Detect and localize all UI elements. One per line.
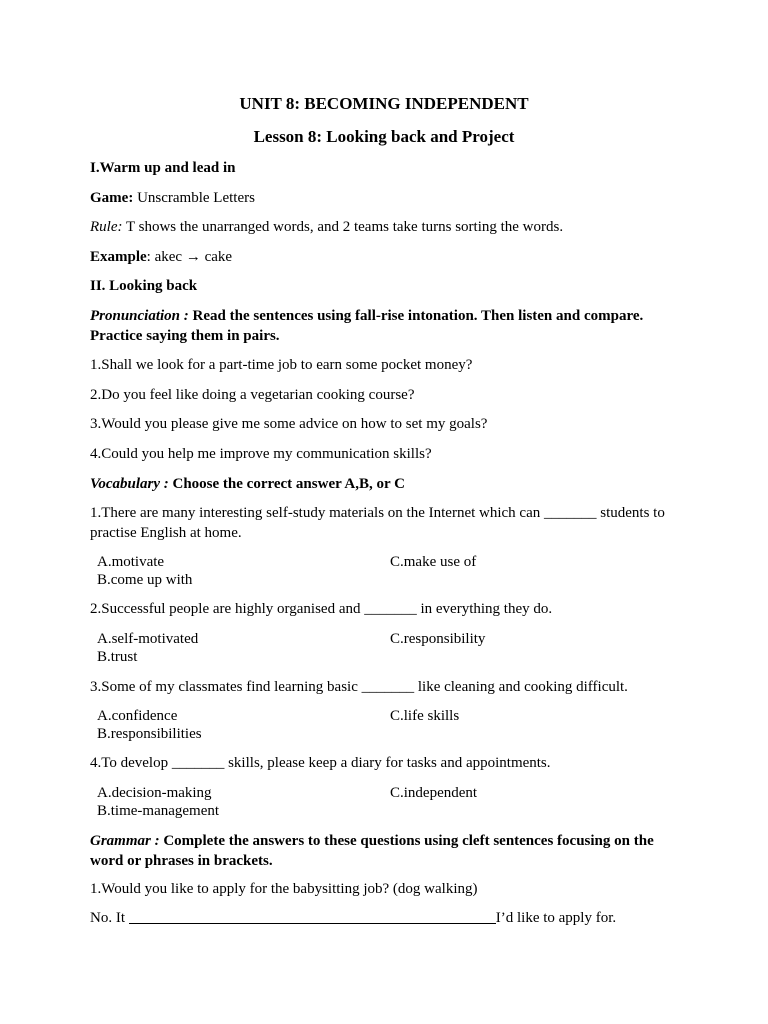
game-text: Unscramble Letters — [133, 190, 255, 206]
vocab-q2-option-b: B.trust — [97, 649, 138, 665]
pronunciation-instruction-2: Practice saying them in pairs. — [90, 328, 280, 344]
vocabulary-label: Vocabulary : — [90, 476, 169, 492]
arrow-right-icon: → — [185, 249, 201, 265]
rule-line — [90, 217, 678, 237]
unit-title: UNIT 8: BECOMING INDEPENDENT — [239, 94, 529, 113]
answer-blank-line[interactable] — [129, 909, 496, 924]
game-line — [90, 188, 678, 208]
grammar-answer-1-start: No. It — [90, 910, 129, 926]
pronunciation-instruction-1: Read the sentences using fall-rise intonation. Then listen and compare. — [188, 308, 644, 324]
vocab-q2-option-c: C.responsibility — [390, 631, 486, 647]
vocab-question-1: 1.There are many interesting self-study materials on the Internet which can _______ students to — [90, 505, 665, 521]
vocab-q3-option-a: A.confidence — [97, 708, 178, 724]
grammar-answer-1-end: I’d like to apply for. — [495, 910, 617, 926]
pronunciation-item: 1.Shall we look for a part-time job to earn some pocket money? — [90, 357, 473, 373]
grammar-instruction-2: word or phrases in brackets. — [90, 853, 273, 869]
pronunciation-instruction — [90, 306, 678, 326]
example-line — [90, 247, 678, 267]
grammar-label: Grammar : — [90, 833, 160, 849]
vocab-question-2: 2.Successful people are highly organised and _______ in everything they do. — [90, 601, 553, 617]
vocab-q4-option-c: C.independent — [390, 785, 478, 801]
vocab-q1-option-a: A.motivate — [97, 554, 165, 570]
example-text-a: : akec — [146, 249, 186, 265]
vocab-q1-option-b: B.come up with — [97, 572, 193, 588]
grammar-answer-1 — [90, 908, 678, 928]
vocab-q4-option-a: A.decision-making — [97, 785, 212, 801]
pronunciation-item: 2.Do you feel like doing a vegetarian cooking course? — [90, 387, 415, 403]
vocab-q3-option-b: B.responsibilities — [97, 726, 202, 742]
pronunciation-label: Pronunciation : — [90, 308, 189, 324]
vocab-question-1-cont: practise English at home. — [90, 525, 242, 541]
vocab-q4-option-b: B.time-management — [97, 803, 220, 819]
pronunciation-item: 4.Could you help me improve my communication skills? — [90, 446, 432, 462]
looking-back-heading: II. Looking back — [90, 278, 198, 294]
vocab-q1-option-c: C.make use of — [390, 554, 477, 570]
vocab-question-4: 4.To develop _______ skills, please keep a diary for tasks and appointments. — [90, 755, 551, 771]
vocab-question-3: 3.Some of my classmates find learning basic _______ like cleaning and cooking difficult. — [90, 679, 628, 695]
vocab-q2-option-a: A.self-motivated — [97, 631, 199, 647]
warmup-heading: I.Warm up and lead in — [90, 160, 236, 176]
rule-text: T shows the unarranged words, and 2 teams take turns sorting the words. — [122, 219, 564, 235]
grammar-question-1: 1.Would you like to apply for the babysitting job? (dog walking) — [90, 881, 478, 897]
grammar-instruction-1: Complete the answers to these questions using cleft sentences focusing on the — [159, 833, 654, 849]
grammar-instruction — [90, 831, 678, 851]
vocabulary-instruction-text: Choose the correct answer A,B, or C — [168, 476, 405, 492]
example-text-b: cake — [200, 249, 233, 265]
vocabulary-instruction — [90, 474, 678, 494]
lesson-title: Lesson 8: Looking back and Project — [253, 127, 515, 146]
game-label: Game: — [90, 190, 134, 206]
pronunciation-item: 3.Would you please give me some advice on how to set my goals? — [90, 416, 488, 432]
vocab-q3-option-c: C.life skills — [390, 708, 460, 724]
example-label: Example — [90, 249, 147, 265]
rule-label: Rule: — [90, 219, 123, 235]
